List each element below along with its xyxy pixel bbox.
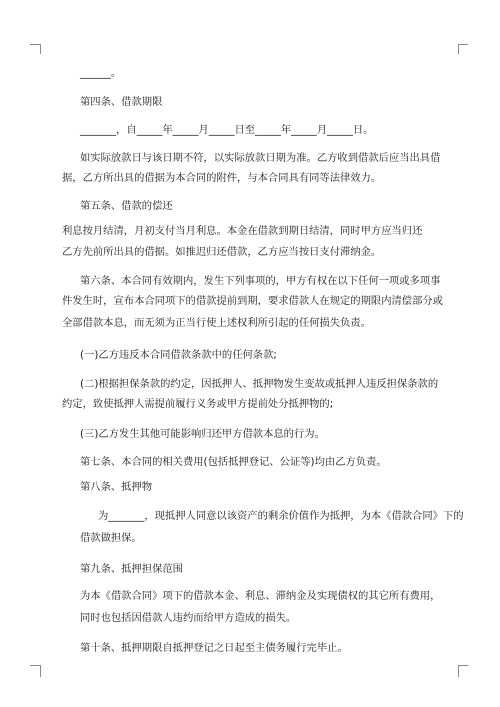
text-line: 同时也包括因借款人违约而给甲方造成的损失。 (80, 612, 297, 624)
list-item: (三)乙方发生其他可能影响归还甲方借款本息的行为。 (80, 428, 325, 440)
section-heading-article-5: 第五条、借款的偿还 (80, 200, 173, 212)
text-line: 利息按月结清，月初支付当月利息。本金在借款到期日结清，同时甲方应当归还 (62, 225, 423, 237)
crop-mark-top-right (458, 44, 468, 45)
list-item: (二)根据担保条款的约定，因抵押人、抵押物发生变故或抵押人违反担保条款的 (80, 378, 439, 390)
section-heading-article-6: 第六条、本合同有效期内，发生下列事项的，甲方有权在以下任何一项或多项事 (80, 275, 441, 287)
text-line: 借款做担保。 (80, 532, 142, 544)
crop-mark-bottom-left (40, 665, 41, 677)
text-line: 件发生时，宣布本合同项下的借款提前到期，要求借款人在规定的期限内清偿部分或 (62, 295, 443, 307)
text-line: 全部借款本息，而无须为正当行使上述权利所引起的任何损失负责。 (62, 317, 371, 329)
list-item: (一)乙方违反本合同借款条款中的任何条款; (80, 349, 277, 361)
crop-mark-bottom-left (30, 665, 40, 666)
text-line: 乙方先前所出具的借据。如推迟归还借款，乙方应当按日支付滞纳金。 (62, 246, 382, 258)
crop-mark-top-right (458, 44, 459, 54)
section-heading-article-4: 第四条、借款期限 (80, 96, 163, 108)
text-line: 为_______，现抵押人同意以该资产的剩余价值作为抵押，为本《借款合同》下的 (98, 510, 464, 522)
text-line: _______，自_____年_____月_____日至_____年_____月_____日。 (80, 124, 374, 136)
section-heading-article-10: 第十条、抵押期限自抵押登记之日起至主债务履行完毕止。 (80, 642, 348, 654)
text-line: 约定，致使抵押人需提前履行义务或甲方提前处分抵押物的; (62, 398, 334, 410)
text-line: 为本《借款合同》项下的借款本金、利息、滞纳金及实现债权的其它所有费用， (80, 590, 441, 602)
crop-mark-bottom-right (458, 665, 468, 666)
text-line: ______。 (80, 67, 122, 79)
section-heading-article-8: 第八条、抵押物 (80, 481, 153, 493)
section-heading-article-9: 第九条、抵押担保范围 (80, 563, 183, 575)
text-line: 如实际放款日与该日期不符，以实际放款日期为准。乙方收到借款后应当出具借 (80, 152, 441, 164)
text-line: 据，乙方所出具的借据为本合同的附件，与本合同具有同等法律效力。 (62, 172, 382, 184)
crop-mark-bottom-right (458, 665, 459, 677)
crop-mark-top-left (30, 44, 40, 45)
crop-mark-top-left (40, 44, 41, 54)
section-heading-article-7: 第七条、本合同的相关费用(包括抵押登记、公证等)均由乙方负责。 (80, 456, 387, 468)
